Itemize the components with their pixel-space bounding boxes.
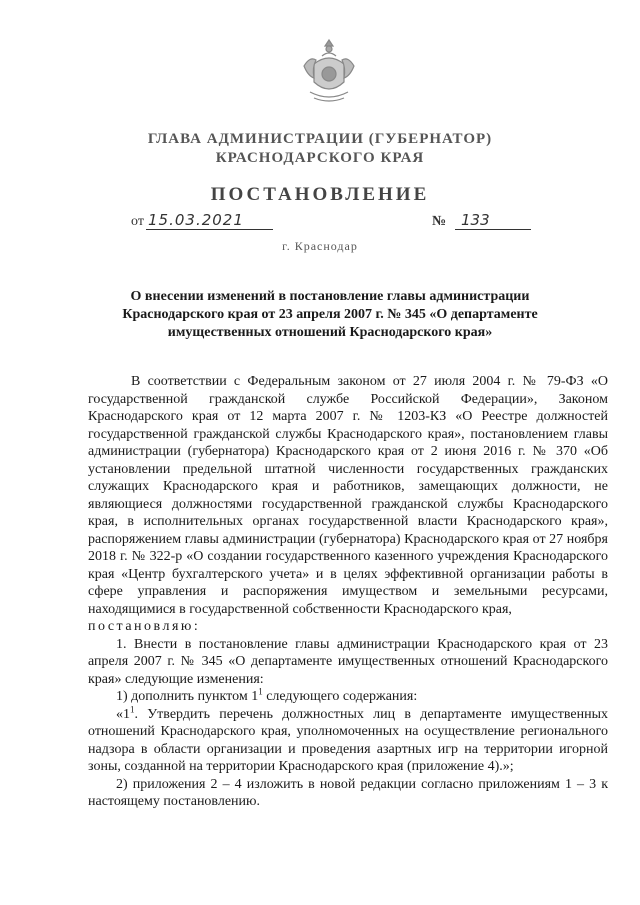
issuer-title-line2: КРАСНОДАРСКОГО КРАЯ <box>215 150 425 166</box>
document-number: 133 <box>455 211 531 230</box>
issuer-title-line1: ГЛАВА АДМИНИСТРАЦИИ (ГУБЕРНАТОР) <box>147 131 493 147</box>
quote-sup: 1 <box>130 703 135 714</box>
item-1-1-before: 1) дополнить пунктом 1 <box>116 689 259 704</box>
date-prefix: от <box>131 214 144 229</box>
city-label: г. Краснодар <box>282 239 358 253</box>
document-body <box>88 373 608 811</box>
decree-word: постановляю: <box>88 619 201 634</box>
quote-text: . Утвердить перечень должностных лиц в департаменте имущественных отношений Краснодарского края, уполномоченных на осуществление регионального надзора в области организации и проведения азартных игр на территории игорной зоны, созданной на территории Краснодарского края (приложение 4).»; <box>88 706 608 774</box>
item-1-2: 2) приложения 2 – 4 изложить в новой редакции согласно приложениям 1 – 3 к настоящему постановлению. <box>88 776 608 809</box>
item-1-1-quote <box>88 703 608 776</box>
item-1-1-sup: 1 <box>258 686 263 697</box>
date-number-row <box>0 211 640 238</box>
coat-of-arms-emblem <box>300 36 358 108</box>
item-1-1-after: следующего содержания: <box>262 689 418 704</box>
preamble-paragraph: В соответствии с Федеральным законом от 27 июля 2004 г. № 79-ФЗ «О государственной гражданской службе Российской Федерации», Законом Краснодарского края от 12 марта 2007 г. № 1203-КЗ «О Реестре должностей государственной гражданской службы Краснодарского края», постановлением главы администрации (губернатора) Краснодарского края от 2 июня 2016 г. № 370 «Об установлении предельной штатной численности государственных гражданских служащих Краснодарского края и работников, замещающих должности, не являющиеся должностями государственной гражданской службы Краснодарского края, в исполнительных органах государственной власти Краснодарского края», распоряжением главы администрации (губернатора) Краснодарского края от 27 ноября 2018 г. № 322-р «О создании государственного казенного учреждения Краснодарского края «Центр бухгалтерского учета» и в целях эффективной организации работы в сфере управления и распоряжения имуществом и земельными ресурсами, находящимися в государственной собственности Краснодарского края, <box>88 374 608 617</box>
item-1-1 <box>88 688 608 706</box>
number-prefix: № <box>432 214 447 229</box>
item-1: 1. Внести в постановление главы администрации Краснодарского края от 23 апреля 2007 г. № 345 «О департаменте имущественных отношений Краснодарского края» следующие изменения: <box>88 636 608 687</box>
document-type-title: ПОСТАНОВЛЕНИЕ <box>210 184 430 205</box>
document-date: 15.03.2021 <box>146 211 273 230</box>
document-subject: О внесении изменений в постановление главы администрации Краснодарского края от 23 апреля 2007 г. № 345 «О департаменте имущественных отношений Краснодарского края» <box>122 289 538 340</box>
quote-open: «1 <box>116 706 130 722</box>
